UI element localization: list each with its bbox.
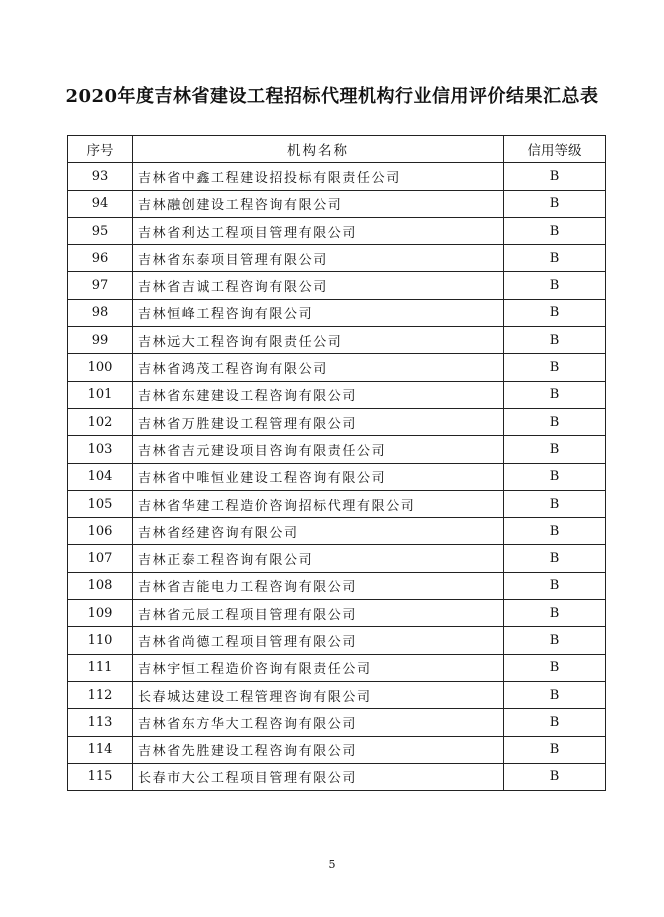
row-credit-grade: B: [504, 654, 606, 681]
header-serial-number: 序号: [68, 136, 133, 163]
table-row: [68, 763, 606, 790]
row-credit-grade: B: [504, 736, 606, 763]
table-row: [68, 436, 606, 463]
table-row: [68, 545, 606, 572]
row-organization-name: 吉林省利达工程项目管理有限公司: [133, 217, 504, 244]
row-serial-number: 109: [68, 600, 133, 627]
table-row: [68, 572, 606, 599]
row-credit-grade: B: [504, 490, 606, 517]
row-organization-name: 长春城达建设工程管理咨询有限公司: [133, 681, 504, 708]
row-credit-grade: B: [504, 299, 606, 326]
row-organization-name: 吉林省元辰工程项目管理有限公司: [133, 600, 504, 627]
table-row: [68, 709, 606, 736]
row-serial-number: 110: [68, 627, 133, 654]
row-serial-number: 100: [68, 354, 133, 381]
table-row: [68, 654, 606, 681]
table-row: [68, 190, 606, 217]
row-serial-number: 108: [68, 572, 133, 599]
row-serial-number: 113: [68, 709, 133, 736]
row-serial-number: 107: [68, 545, 133, 572]
table-row: [68, 681, 606, 708]
row-serial-number: 104: [68, 463, 133, 490]
row-organization-name: 吉林省吉元建设项目咨询有限责任公司: [133, 436, 504, 463]
table-row: [68, 381, 606, 408]
row-serial-number: 115: [68, 763, 133, 790]
row-credit-grade: B: [504, 436, 606, 463]
table-body: [68, 163, 606, 791]
row-credit-grade: B: [504, 681, 606, 708]
row-credit-grade: B: [504, 381, 606, 408]
row-serial-number: 114: [68, 736, 133, 763]
row-organization-name: 吉林恒峰工程咨询有限公司: [133, 299, 504, 326]
table-header-row: [68, 136, 606, 163]
row-organization-name: 吉林省尚德工程项目管理有限公司: [133, 627, 504, 654]
table-row: [68, 736, 606, 763]
header-organization-name: 机构名称: [133, 136, 504, 163]
row-organization-name: 吉林正泰工程咨询有限公司: [133, 545, 504, 572]
row-credit-grade: B: [504, 518, 606, 545]
row-serial-number: 95: [68, 217, 133, 244]
row-organization-name: 吉林省华建工程造价咨询招标代理有限公司: [133, 490, 504, 517]
row-organization-name: 吉林宇恒工程造价咨询有限责任公司: [133, 654, 504, 681]
row-credit-grade: B: [504, 327, 606, 354]
page-number: 5: [328, 858, 336, 871]
row-credit-grade: B: [504, 600, 606, 627]
row-serial-number: 103: [68, 436, 133, 463]
row-credit-grade: B: [504, 354, 606, 381]
row-serial-number: 106: [68, 518, 133, 545]
row-organization-name: 吉林省万胜建设工程管理有限公司: [133, 408, 504, 435]
table-row: [68, 327, 606, 354]
table-row: [68, 163, 606, 190]
row-serial-number: 99: [68, 327, 133, 354]
row-serial-number: 93: [68, 163, 133, 190]
row-organization-name: 吉林融创建设工程咨询有限公司: [133, 190, 504, 217]
table-row: [68, 600, 606, 627]
row-organization-name: 吉林省东建建设工程咨询有限公司: [133, 381, 504, 408]
row-organization-name: 吉林省中鑫工程建设招投标有限责任公司: [133, 163, 504, 190]
row-serial-number: 102: [68, 408, 133, 435]
row-serial-number: 98: [68, 299, 133, 326]
row-credit-grade: B: [504, 190, 606, 217]
row-credit-grade: B: [504, 763, 606, 790]
row-organization-name: 吉林省经建咨询有限公司: [133, 518, 504, 545]
document-title: 2020年度吉林省建设工程招标代理机构行业信用评价结果汇总表: [65, 86, 599, 107]
table-row: [68, 627, 606, 654]
table-row: [68, 217, 606, 244]
row-credit-grade: B: [504, 572, 606, 599]
table-row: [68, 354, 606, 381]
row-organization-name: 吉林省吉诚工程咨询有限公司: [133, 272, 504, 299]
row-serial-number: 97: [68, 272, 133, 299]
row-credit-grade: B: [504, 463, 606, 490]
table-row: [68, 463, 606, 490]
row-serial-number: 101: [68, 381, 133, 408]
row-organization-name: 吉林省中唯恒业建设工程咨询有限公司: [133, 463, 504, 490]
table-row: [68, 299, 606, 326]
row-credit-grade: B: [504, 545, 606, 572]
row-serial-number: 96: [68, 245, 133, 272]
row-serial-number: 105: [68, 490, 133, 517]
header-credit-grade: 信用等级: [504, 136, 606, 163]
row-serial-number: 111: [68, 654, 133, 681]
row-credit-grade: B: [504, 245, 606, 272]
row-credit-grade: B: [504, 217, 606, 244]
row-organization-name: 吉林省东泰项目管理有限公司: [133, 245, 504, 272]
table-row: [68, 408, 606, 435]
table-row: [68, 272, 606, 299]
row-organization-name: 长春市大公工程项目管理有限公司: [133, 763, 504, 790]
row-credit-grade: B: [504, 163, 606, 190]
row-credit-grade: B: [504, 627, 606, 654]
row-serial-number: 112: [68, 681, 133, 708]
row-organization-name: 吉林省鸿茂工程咨询有限公司: [133, 354, 504, 381]
row-credit-grade: B: [504, 272, 606, 299]
credit-rating-table: [67, 135, 606, 791]
table-row: [68, 245, 606, 272]
row-credit-grade: B: [504, 408, 606, 435]
row-organization-name: 吉林省吉能电力工程咨询有限公司: [133, 572, 504, 599]
row-organization-name: 吉林省先胜建设工程咨询有限公司: [133, 736, 504, 763]
row-serial-number: 94: [68, 190, 133, 217]
row-organization-name: 吉林远大工程咨询有限责任公司: [133, 327, 504, 354]
table-row: [68, 490, 606, 517]
row-organization-name: 吉林省东方华大工程咨询有限公司: [133, 709, 504, 736]
table-row: [68, 518, 606, 545]
row-credit-grade: B: [504, 709, 606, 736]
